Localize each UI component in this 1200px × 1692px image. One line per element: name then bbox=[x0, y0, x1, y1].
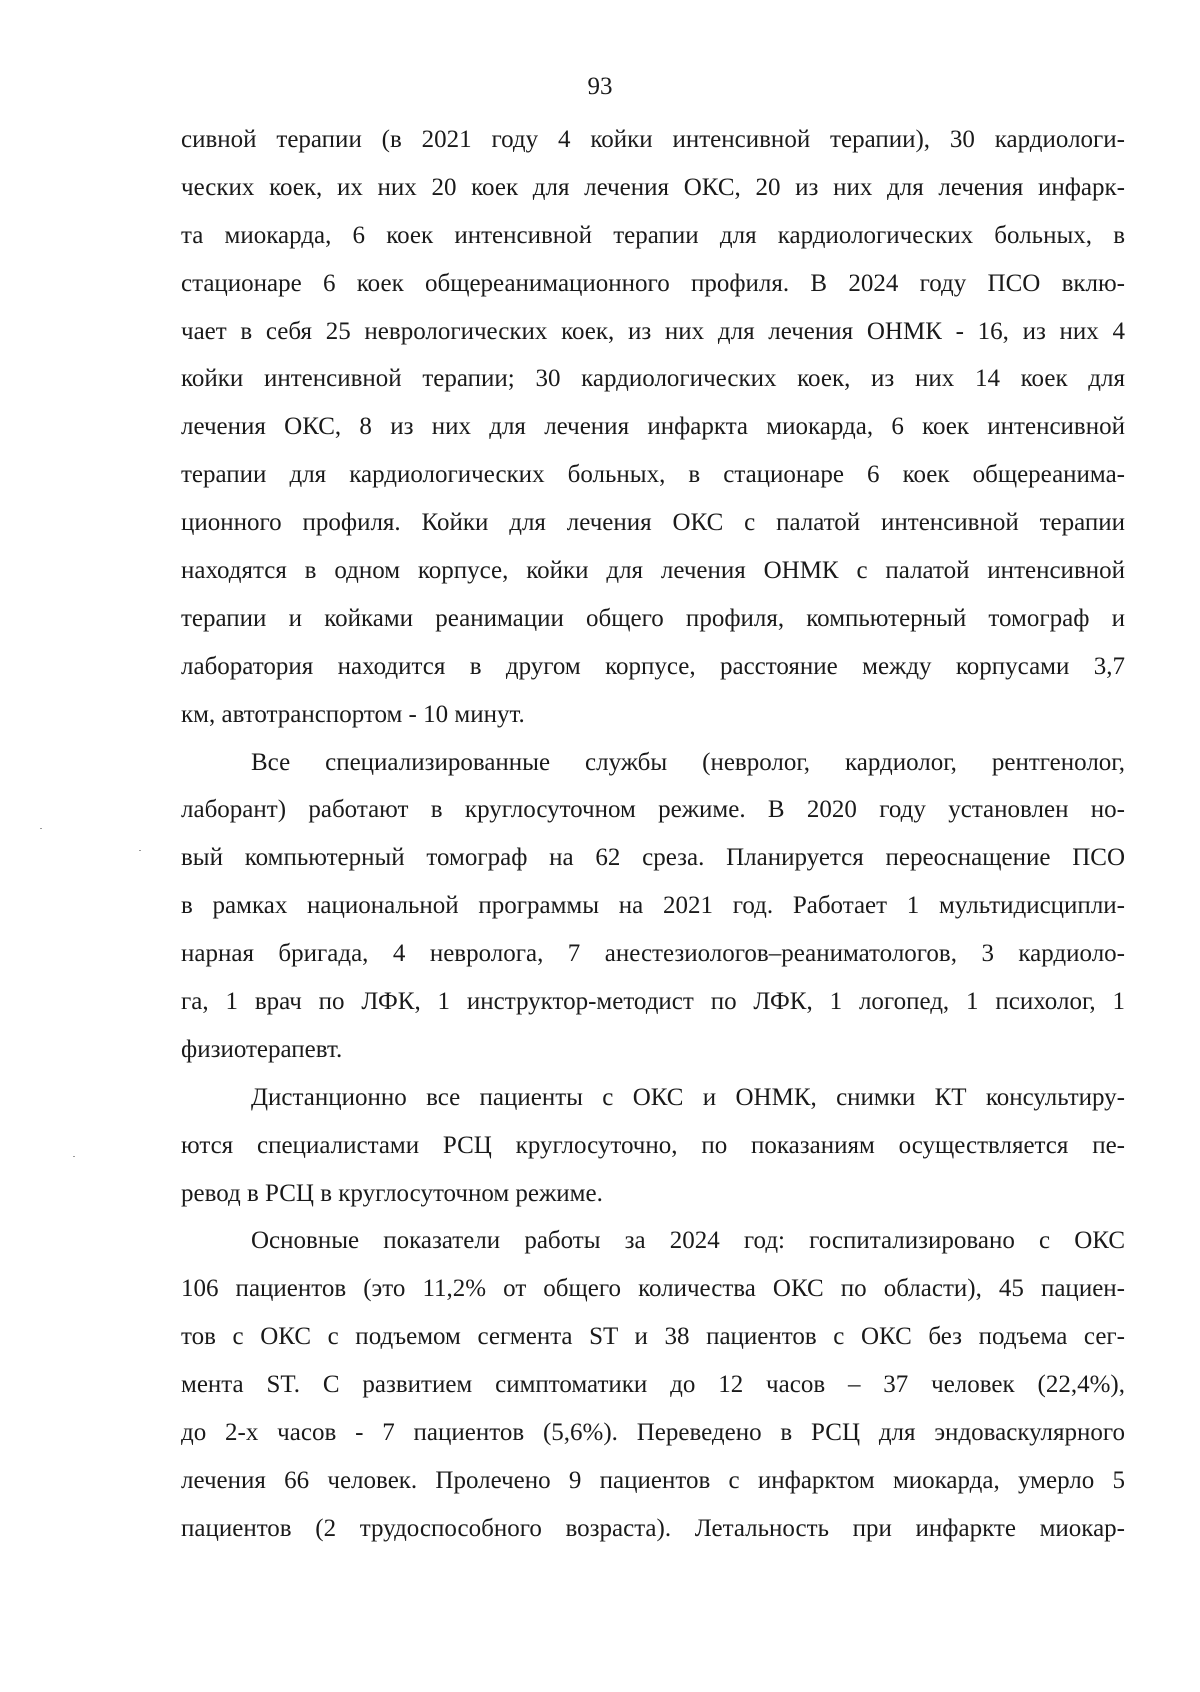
text-line: терапии и койками реанимации общего профиля, компьютерный томограф и bbox=[181, 604, 1125, 632]
text-line: койки интенсивной терапии; 30 кардиологических коек, из них 14 коек для bbox=[181, 365, 1125, 393]
text-line: Дистанционно все пациенты с ОКС и ОНМК, снимки КТ консультиру- bbox=[251, 1083, 1125, 1111]
text-line: Все специализированные службы (невролог, кардиолог, рентгенолог, bbox=[251, 748, 1125, 776]
text-line: ревод в РСЦ в круглосуточном режиме. bbox=[181, 1179, 603, 1207]
text-line: пациентов (2 трудоспособного возраста). Летальность при инфаркте миокар- bbox=[181, 1514, 1125, 1542]
scan-speck bbox=[139, 850, 141, 851]
page-number: 93 bbox=[587, 73, 613, 100]
text-line: га, 1 врач по ЛФК, 1 инструктор-методист по ЛФК, 1 логопед, 1 психолог, 1 bbox=[181, 988, 1125, 1016]
text-line: чает в себя 25 неврологических коек, из них для лечения ОНМК - 16, из них 4 bbox=[181, 317, 1125, 345]
text-line: ционного профиля. Койки для лечения ОКС с палатой интенсивной терапии bbox=[181, 509, 1125, 537]
text-line: до 2-х часов - 7 пациентов (5,6%). Переведено в РСЦ для эндоваскулярного bbox=[181, 1419, 1125, 1447]
text-line: в рамках национальной программы на 2021 год. Работает 1 мультидисципли- bbox=[181, 892, 1125, 920]
text-line: физиотерапевт. bbox=[181, 1035, 343, 1063]
text-line: мента ST. С развитием симптоматики до 12 часов – 37 человек (22,4%), bbox=[181, 1371, 1125, 1399]
text-line: тов с ОКС с подъемом сегмента ST и 38 пациентов с ОКС без подъема сег- bbox=[181, 1323, 1125, 1351]
paragraph-indicators bbox=[181, 1217, 1125, 1552]
text-line: лечения ОКС, 8 из них для лечения инфаркта миокарда, 6 коек интенсивной bbox=[181, 413, 1125, 441]
text-line: терапии для кардиологических больных, в стационаре 6 коек общереанима- bbox=[181, 461, 1125, 489]
paragraph-services bbox=[181, 739, 1125, 1074]
text-line: лаборант) работают в круглосуточном режиме. В 2020 году установлен но- bbox=[181, 796, 1125, 824]
text-line: ческих коек, их них 20 коек для лечения ОКС, 20 из них для лечения инфарк- bbox=[181, 173, 1125, 201]
text-line: сивной терапии (в 2021 году 4 койки интенсивной терапии), 30 кардиологи- bbox=[181, 126, 1125, 153]
scan-speck bbox=[73, 1156, 75, 1157]
text-line: находятся в одном корпусе, койки для лечения ОНМК с палатой интенсивной bbox=[181, 557, 1125, 585]
text-line: лечения 66 человек. Пролечено 9 пациентов с инфарктом миокарда, умерло 5 bbox=[181, 1466, 1125, 1494]
text-line: ются специалистами РСЦ круглосуточно, по показаниям осуществляется пе- bbox=[181, 1131, 1125, 1159]
document-body bbox=[181, 116, 1125, 1553]
text-line: Основные показатели работы за 2024 год: госпитализировано с ОКС bbox=[251, 1227, 1125, 1255]
text-line: лаборатория находится в другом корпусе, расстояние между корпусами 3,7 bbox=[181, 652, 1125, 680]
paragraph-remote-consultation bbox=[181, 1074, 1125, 1218]
scan-speck bbox=[40, 828, 42, 829]
text-line: та миокарда, 6 коек интенсивной терапии для кардиологических больных, в bbox=[181, 221, 1125, 249]
paragraph-bed-structure bbox=[181, 116, 1125, 739]
text-line: 106 пациентов (это 11,2% от общего количества ОКС по области), 45 пациен- bbox=[181, 1275, 1125, 1303]
text-line: нарная бригада, 4 невролога, 7 анестезиологов–реаниматологов, 3 кардиоло- bbox=[181, 940, 1125, 968]
text-line: стационаре 6 коек общереанимационного профиля. В 2024 году ПСО вклю- bbox=[181, 269, 1125, 297]
text-line: км, автотранспортом - 10 минут. bbox=[181, 700, 525, 728]
text-line: вый компьютерный томограф на 62 среза. Планируется переоснащение ПСО bbox=[181, 844, 1125, 872]
